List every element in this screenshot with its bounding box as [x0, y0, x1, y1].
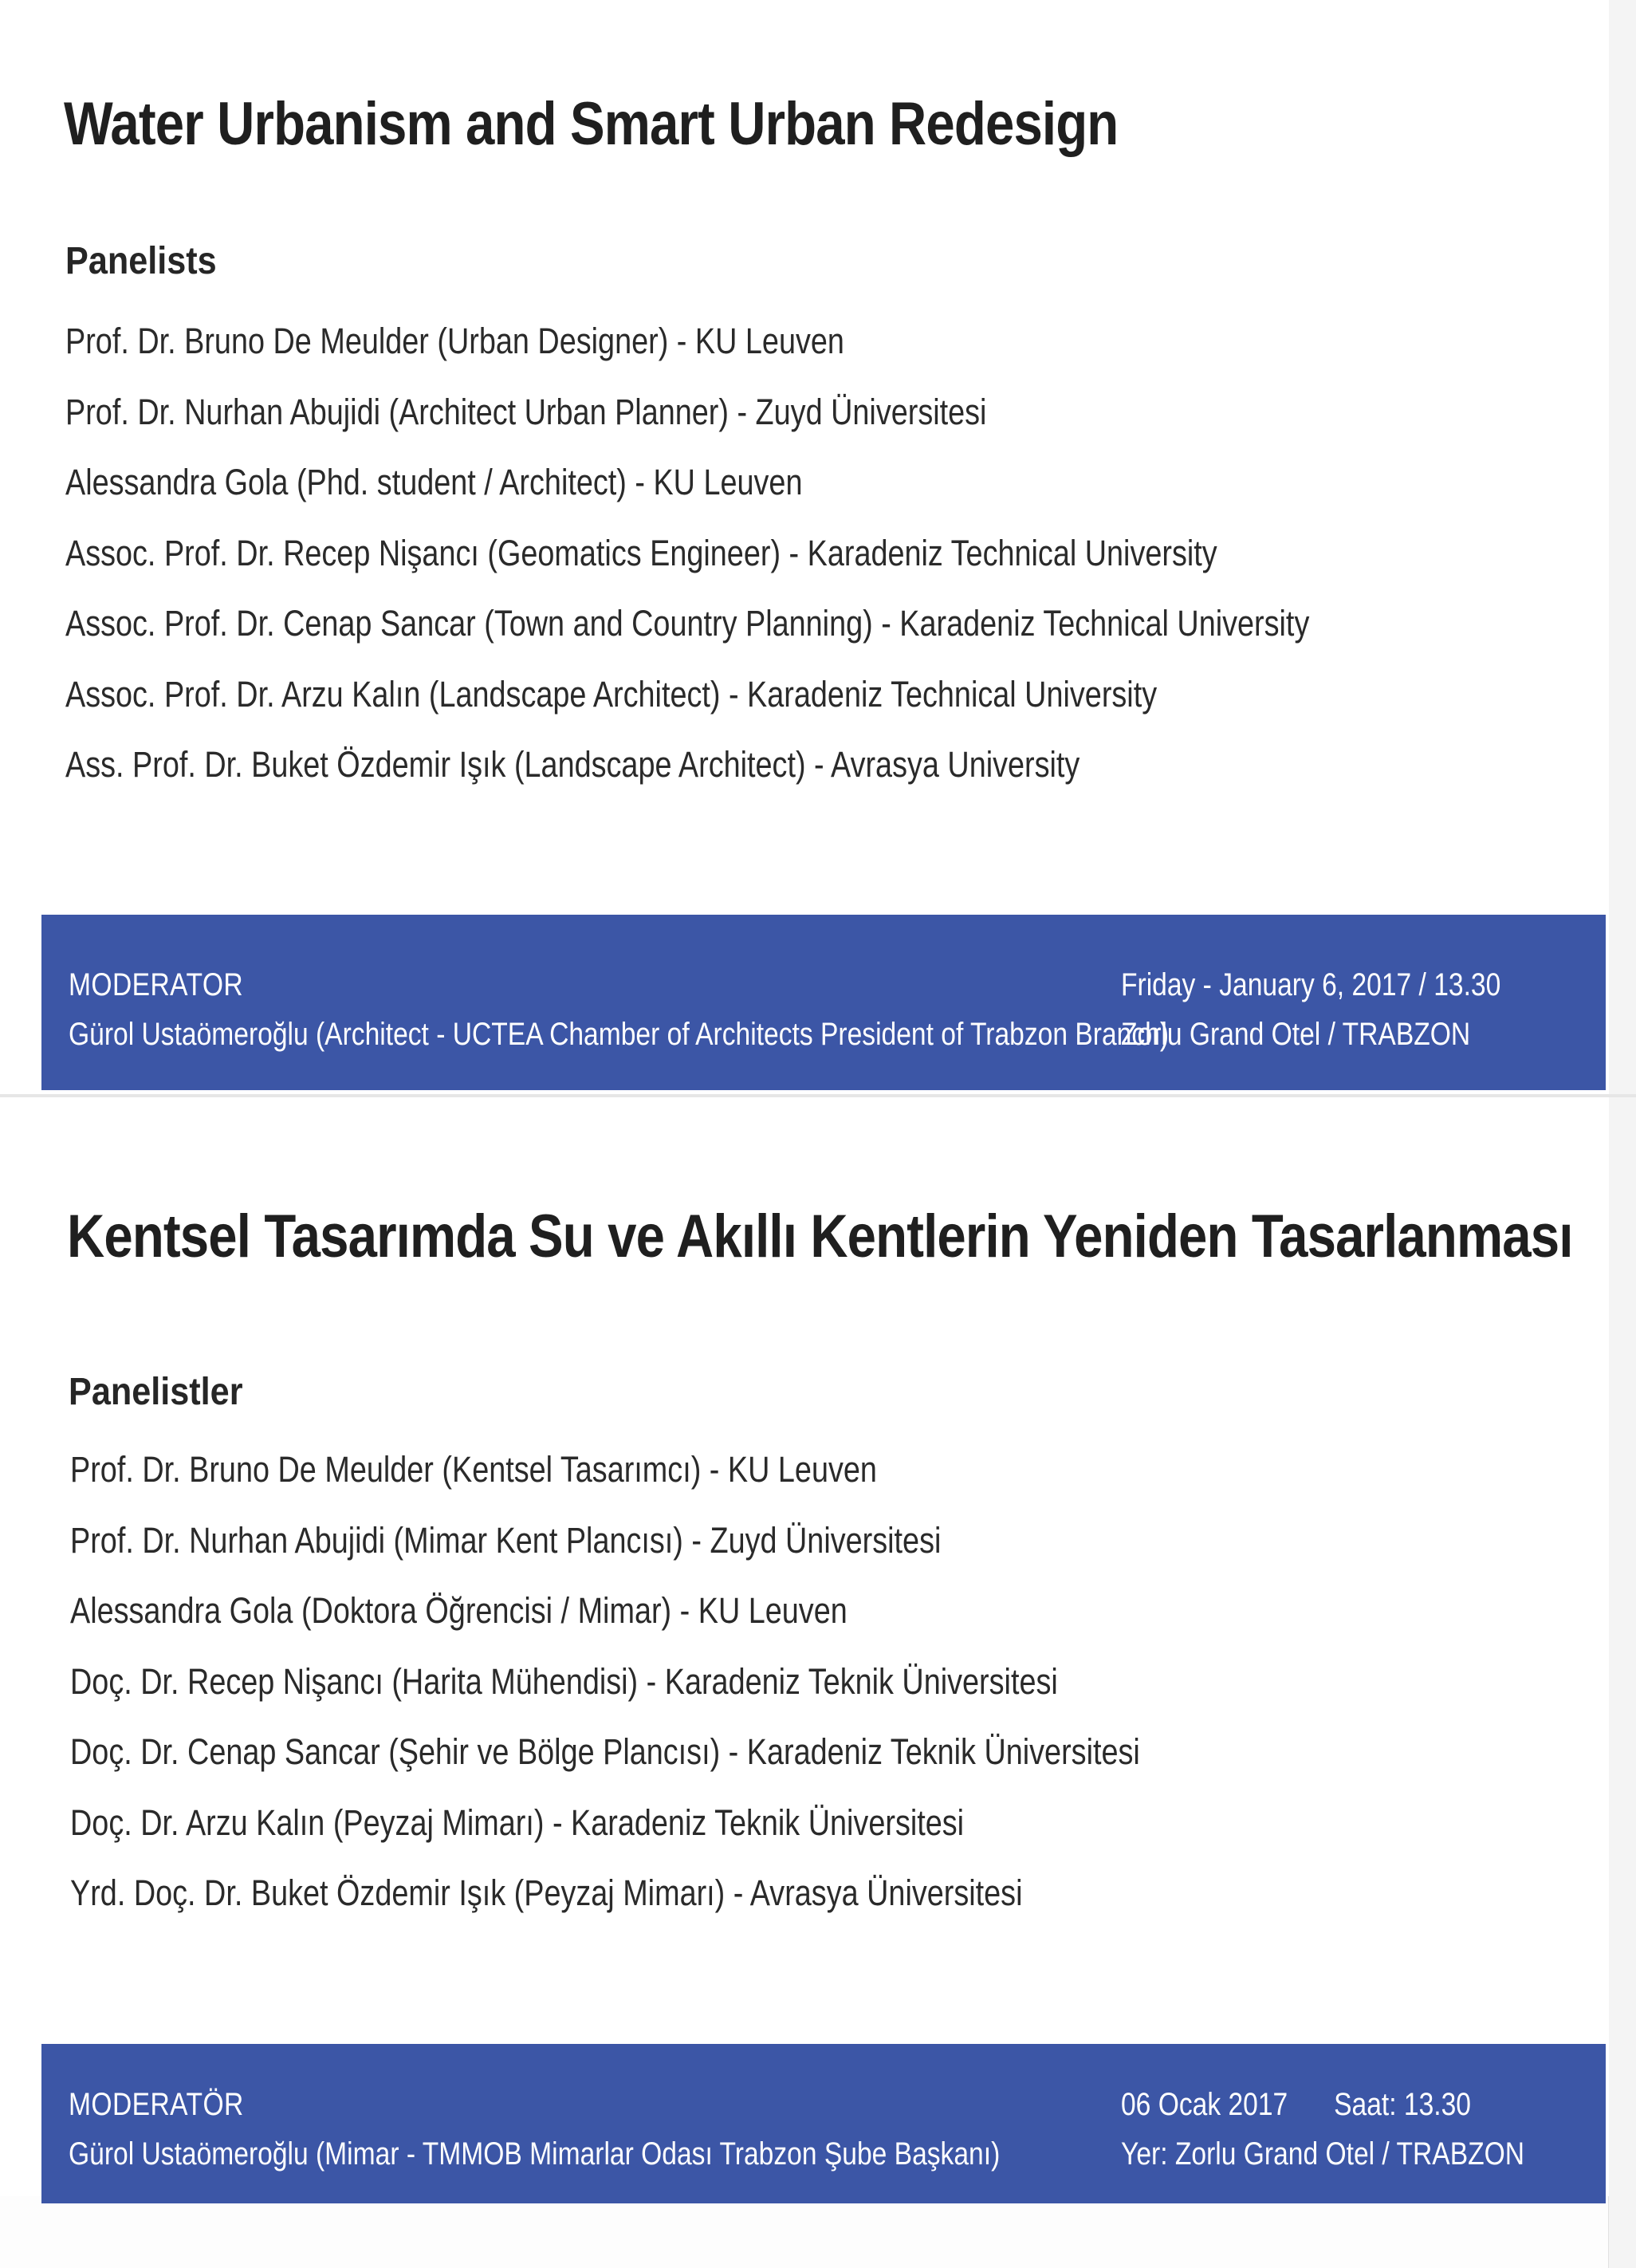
panelist-item: Alessandra Gola (Phd. student / Architect) - KU Leuven — [65, 462, 803, 502]
moderator-label: MODERATÖR — [69, 2087, 244, 2122]
panelist-item: Ass. Prof. Dr. Buket Özdemir Işık (Landscape Architect) - Avrasya University — [65, 744, 1080, 785]
panelist-list-turkish — [70, 1446, 1343, 1940]
moderator-label: MODERATOR — [69, 967, 244, 1002]
event-time: Saat: 13.30 — [1334, 2087, 1471, 2122]
panelist-item: Doç. Dr. Arzu Kalın (Peyzaj Mimarı) - Karadeniz Teknik Üniversitesi — [70, 1801, 965, 1843]
panelists-heading: Panelistler — [69, 1371, 243, 1413]
panelist-item: Doç. Dr. Cenap Sancar (Şehir ve Bölge Plancısı) - Karadeniz Teknik Üniversitesi — [70, 1731, 1140, 1772]
panelist-item: Doç. Dr. Recep Nişancı (Harita Mühendisi) - Karadeniz Teknik Üniversitesi — [70, 1660, 1058, 1702]
event-venue: Zorlu Grand Otel / TRABZON — [1121, 1017, 1471, 1052]
panelist-item: Assoc. Prof. Dr. Recep Nişancı (Geomatics Engineer) - Karadeniz Technical University — [65, 532, 1217, 573]
moderator-name: Gürol Ustaömeroğlu (Architect - UCTEA Chamber of Architects President of Trabzon Branch) — [69, 1017, 1170, 1052]
panelist-item: Prof. Dr. Nurhan Abujidi (Architect Urban Planner) - Zuyd Üniversitesi — [65, 391, 987, 432]
panelist-item: Assoc. Prof. Dr. Cenap Sancar (Town and Country Planning) - Karadeniz Technical University — [65, 603, 1310, 644]
panelist-item: Prof. Dr. Nurhan Abujidi (Mimar Kent Plancısı) - Zuyd Üniversitesi — [70, 1519, 942, 1561]
panelist-item: Prof. Dr. Bruno De Meulder (Kentsel Tasarımcı) - KU Leuven — [70, 1449, 877, 1490]
moderator-block — [69, 2081, 1178, 2179]
event-venue: Yer: Zorlu Grand Otel / TRABZON — [1121, 2136, 1525, 2172]
panelist-item: Prof. Dr. Bruno De Meulder (Urban Designer) - KU Leuven — [65, 321, 844, 361]
panelist-list-english — [65, 317, 1547, 812]
panelist-item: Yrd. Doç. Dr. Buket Özdemir Işık (Peyzaj Mimarı) - Avrasya Üniversitesi — [70, 1872, 1023, 1913]
moderator-name: Gürol Ustaömeroğlu (Mimar - TMMOB Mimarlar Odası Trabzon Şube Başkanı) — [69, 2136, 1001, 2172]
event-info-block — [1121, 961, 1573, 1060]
panel-title-turkish: Kentsel Tasarımda Su ve Akıllı Kentlerin Yeniden Tasarlanması — [67, 1203, 1573, 1270]
moderator-band-english — [41, 915, 1606, 1090]
panelist-item: Assoc. Prof. Dr. Arzu Kalın (Landscape Architect) - Karadeniz Technical University — [65, 673, 1158, 715]
event-date-row — [1121, 2081, 1524, 2130]
panel-title-english: Water Urbanism and Smart Urban Redesign — [64, 90, 1119, 158]
panelist-item: Alessandra Gola (Doktora Öğrencisi / Mimar) - KU Leuven — [70, 1590, 847, 1631]
event-info-block — [1121, 2081, 1601, 2179]
page-edge — [1608, 0, 1636, 2268]
english-program-card — [0, 0, 1609, 1094]
turkish-program-card — [0, 1097, 1609, 2196]
event-date: 06 Ocak 2017 — [1121, 2087, 1288, 2122]
panelists-heading: Panelists — [65, 240, 217, 282]
moderator-band-turkish — [41, 2044, 1606, 2203]
event-date-time: Friday - January 6, 2017 / 13.30 — [1121, 967, 1501, 1002]
